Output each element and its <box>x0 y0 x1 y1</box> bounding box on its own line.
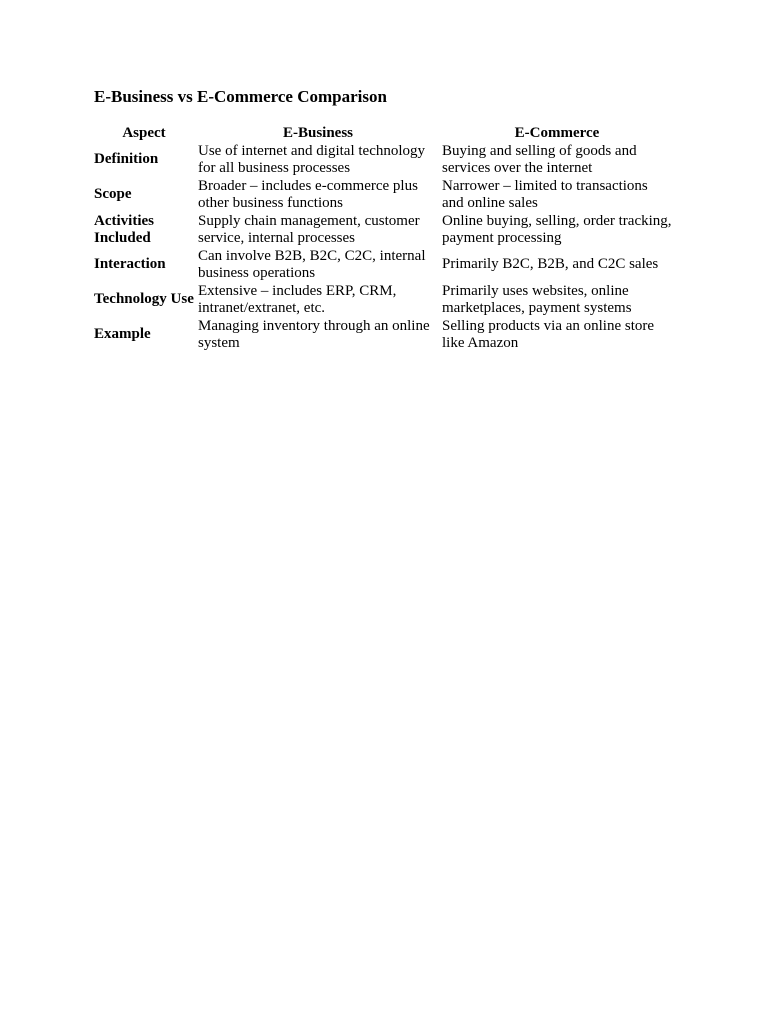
e-business-cell: Use of internet and digital technology for all business processes <box>198 142 426 176</box>
e-commerce-cell: Narrower – limited to transactions and online sales <box>442 177 648 211</box>
aspect-cell: Scope <box>94 186 132 202</box>
table-row <box>92 317 674 352</box>
e-commerce-cell: Buying and selling of goods and services over the internet <box>442 142 637 176</box>
aspect-cell: Interaction <box>94 256 166 272</box>
e-commerce-cell: Primarily uses websites, online marketplaces, payment systems <box>442 282 632 316</box>
table-header-row <box>92 123 674 142</box>
e-business-cell: Supply chain management, customer service, internal processes <box>198 212 420 246</box>
e-commerce-cell: Online buying, selling, order tracking, payment processing <box>442 212 672 246</box>
e-business-cell: Can involve B2B, B2C, C2C, internal business operations <box>198 247 426 281</box>
aspect-cell: Activities Included <box>94 212 154 246</box>
header-e-business: E-Business <box>282 124 354 141</box>
table-row <box>92 177 674 212</box>
table-row <box>92 247 674 282</box>
e-business-cell: Extensive – includes ERP, CRM, intranet/extranet, etc. <box>198 282 397 316</box>
aspect-cell: Definition <box>94 151 159 167</box>
e-commerce-cell: Primarily B2C, B2B, and C2C sales <box>442 256 659 272</box>
document-title: E-Business vs E-Commerce Comparison <box>94 87 387 106</box>
aspect-cell: Technology Use <box>94 291 194 307</box>
table-row <box>92 282 674 317</box>
e-business-cell: Managing inventory through an online system <box>198 317 430 351</box>
table-row <box>92 142 674 177</box>
e-business-cell: Broader – includes e-commerce plus other business functions <box>198 177 418 211</box>
e-commerce-cell: Selling products via an online store like Amazon <box>442 317 655 351</box>
header-e-commerce: E-Commerce <box>514 124 600 141</box>
aspect-cell: Example <box>94 326 151 342</box>
table-row <box>92 212 674 247</box>
comparison-table <box>92 123 674 352</box>
header-aspect: Aspect <box>122 124 166 141</box>
